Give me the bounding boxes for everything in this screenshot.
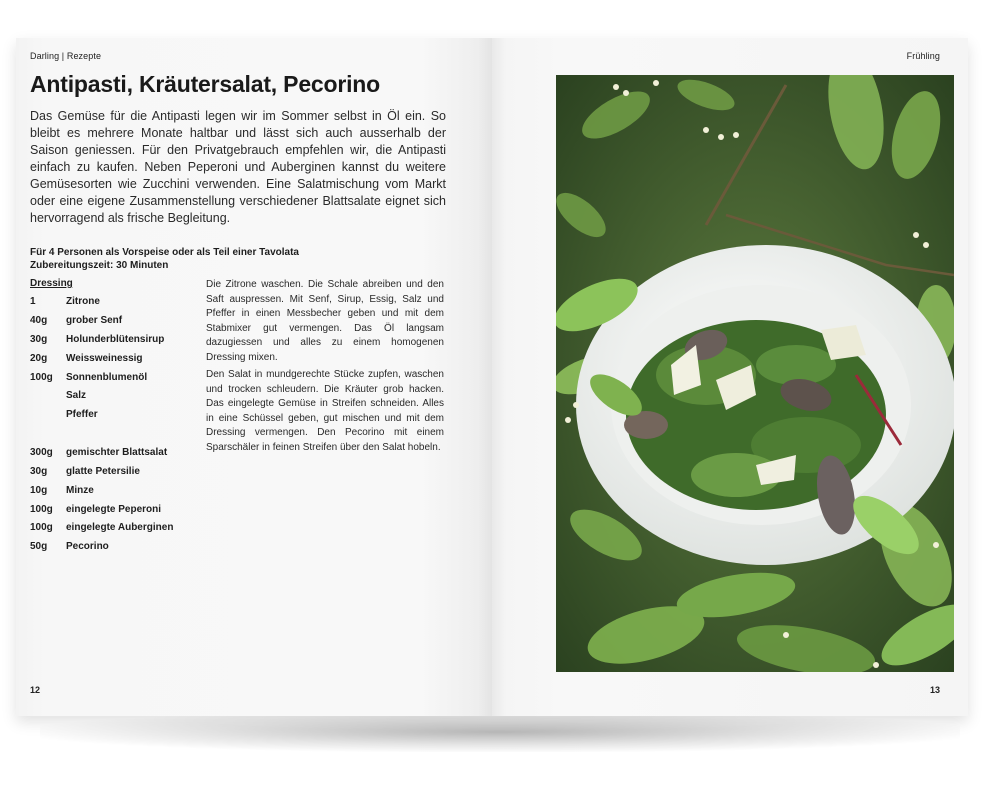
ingredient-name: Minze — [66, 485, 94, 496]
recipe-intro: Das Gemüse für die Antipasti legen wir im Sommer selbst in Öl ein. So bleibt es mehrere Monate haltbar und lässt sich auch ausserhalb der Saison geniessen. Für den Privatgebrauch empfehlen wir, die Antipasti einfach zu kaufen. Neben Peperoni und Auberginen kannst du weitere Gemüsesorten wie Zucchini verwenden. Eine Salatmischung vom Markt oder eine eigene Zusammenstellung verschiedener Blattsalate eignet sich hervorragend als frische Begleitung. — [30, 109, 446, 225]
method-step: Die Zitrone waschen. Die Schale abreiben und den Saft auspressen. Mit Senf, Sirup, Essig, Salz und Pfeffer in einen Messbecher geben und mit dem Stabmixer gut vermengen. Das Öl langsam dazugiessen und alles zu einem homogenen Dressing mixen. — [206, 279, 444, 363]
ingredient-row — [30, 522, 210, 537]
prep-time: Zubereitungszeit: 30 Minuten — [30, 260, 169, 271]
ingredient-amount: 100g — [30, 372, 53, 383]
method-step: Den Salat in mundgerechte Stücke zupfen, waschen und trocken schleudern. Die Kräuter grob hacken. Das eingelegte Gemüse in Streifen schneiden. Alles in eine Schüssel geben, gut mischen und mit dem Dressing vermengen. Den Pecorino mit einem Sparschäler in feinen Streifen über den Salat hobeln. — [206, 369, 444, 453]
ingredient-amount: 40g — [30, 315, 48, 326]
ingredient-row — [30, 466, 210, 481]
ingredient-amount: 30g — [30, 334, 48, 345]
ingredient-name: Salz — [66, 390, 87, 401]
ingredient-name: glatte Petersilie — [66, 466, 140, 477]
ingredient-amount: 100g — [30, 504, 53, 515]
page-number-right: 13 — [929, 685, 940, 695]
salad-photo-illustration — [556, 75, 954, 672]
salad-photo — [556, 75, 954, 672]
serving-info — [30, 246, 299, 272]
ingredient-amount: 100g — [30, 522, 53, 533]
left-page — [16, 38, 492, 716]
ingredient-row — [30, 353, 210, 368]
right-page — [492, 38, 968, 716]
ingredient-row — [30, 315, 210, 330]
ingredient-name: eingelegte Peperoni — [66, 504, 162, 515]
ingredient-name: gemischter Blattsalat — [66, 447, 168, 458]
ingredient-row — [30, 372, 210, 387]
dressing-heading: Dressing — [30, 278, 73, 289]
running-head-right: Frühling — [906, 51, 940, 61]
ingredient-amount: 30g — [30, 466, 48, 477]
ingredient-amount: 50g — [30, 541, 48, 552]
serving-line: Für 4 Personen als Vorspeise oder als Teil einer Tavolata — [30, 247, 299, 258]
ingredient-row — [30, 334, 210, 349]
ingredient-row — [30, 504, 210, 519]
page-number-left: 12 — [30, 685, 41, 695]
ingredient-name: Pfeffer — [66, 409, 98, 420]
ingredient-row — [30, 541, 210, 556]
ingredient-row — [30, 447, 210, 462]
ingredient-amount: 1 — [30, 296, 36, 307]
ingredient-name: grober Senf — [66, 315, 123, 326]
running-head-left: Darling | Rezepte — [30, 51, 102, 61]
ingredient-name: eingelegte Auberginen — [66, 522, 174, 533]
ingredient-name: Zitrone — [66, 296, 100, 307]
ingredient-row — [30, 485, 210, 500]
book-shadow — [40, 712, 960, 752]
ingredient-name: Pecorino — [66, 541, 109, 552]
recipe-title: Antipasti, Kräutersalat, Pecorino — [30, 71, 380, 97]
ingredient-row — [30, 296, 210, 311]
ingredient-row — [30, 409, 210, 424]
ingredient-amount: 300g — [30, 447, 53, 458]
ingredient-amount: 10g — [30, 485, 48, 496]
book-spread — [16, 38, 968, 716]
ingredient-name: Holunderblütensirup — [66, 334, 165, 345]
ingredient-row — [30, 390, 210, 405]
ingredient-name: Sonnenblumenöl — [66, 372, 148, 383]
ingredient-name: Weissweinessig — [66, 353, 143, 364]
ingredient-amount: 20g — [30, 353, 48, 364]
